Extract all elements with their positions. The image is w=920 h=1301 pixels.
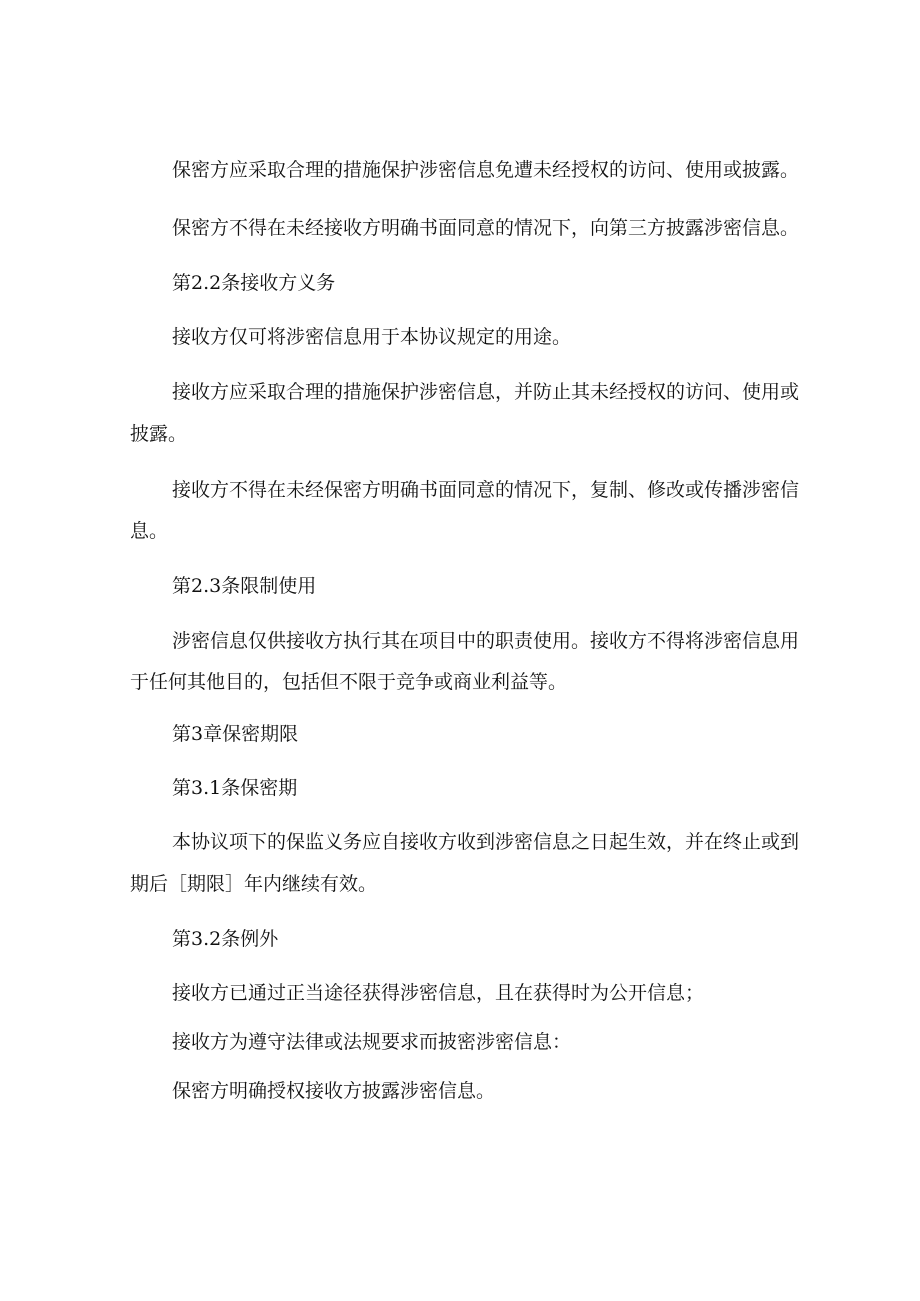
heading-article-2-3: 第2.3条限制使用 <box>172 575 317 597</box>
paragraph-recipient-protection-cont: 披露。 <box>130 423 188 445</box>
heading-article-3-1: 第3.1条保密期 <box>172 777 298 799</box>
paragraph-exception-1: 接收方已通过正当途径获得涉密信息，且在获得时为公开信息； <box>172 982 705 1004</box>
paragraph-exception-2: 接收方为遵守法律或法规要求而披密涉密信息： <box>172 1031 572 1053</box>
paragraph-restricted-use: 涉密信息仅供接收方执行其在项目中的职责使用。接收方不得将涉密信息用 <box>172 630 800 652</box>
paragraph-recipient-purpose: 接收方仅可将涉密信息用于本协议规定的用途。 <box>172 326 572 348</box>
paragraph-confidentiality-period: 本协议项下的保监义务应自接收方收到涉密信息之日起生效，并在终止或到 <box>172 831 800 853</box>
paragraph-confidentiality-period-cont: 期后［期限］年内继续有效。 <box>130 873 378 895</box>
heading-article-2-2: 第2.2条接收方义务 <box>172 272 336 294</box>
heading-article-3-2: 第3.2条例外 <box>172 928 279 950</box>
paragraph-exception-3: 保密方明确授权接收方披露涉密信息。 <box>172 1080 496 1102</box>
paragraph-discloser-protection: 保密方应采取合理的措施保护涉密信息免遭未经授权的访问、使用或披露。 <box>172 159 800 181</box>
paragraph-recipient-no-copy-cont: 息。 <box>130 520 169 542</box>
paragraph-discloser-no-third-party: 保密方不得在未经接收方明确书面同意的情况下，向第三方披露涉密信息。 <box>172 217 800 239</box>
heading-chapter-3: 第3章保密期限 <box>172 723 299 745</box>
paragraph-recipient-protection: 接收方应采取合理的措施保护涉密信息，并防止其未经授权的访问、使用或 <box>172 381 800 403</box>
paragraph-recipient-no-copy: 接收方不得在未经保密方明确书面同意的情况下，复制、修改或传播涉密信 <box>172 479 800 501</box>
paragraph-restricted-use-cont: 于任何其他目的，包括但不限于竞争或商业利益等。 <box>130 671 568 693</box>
